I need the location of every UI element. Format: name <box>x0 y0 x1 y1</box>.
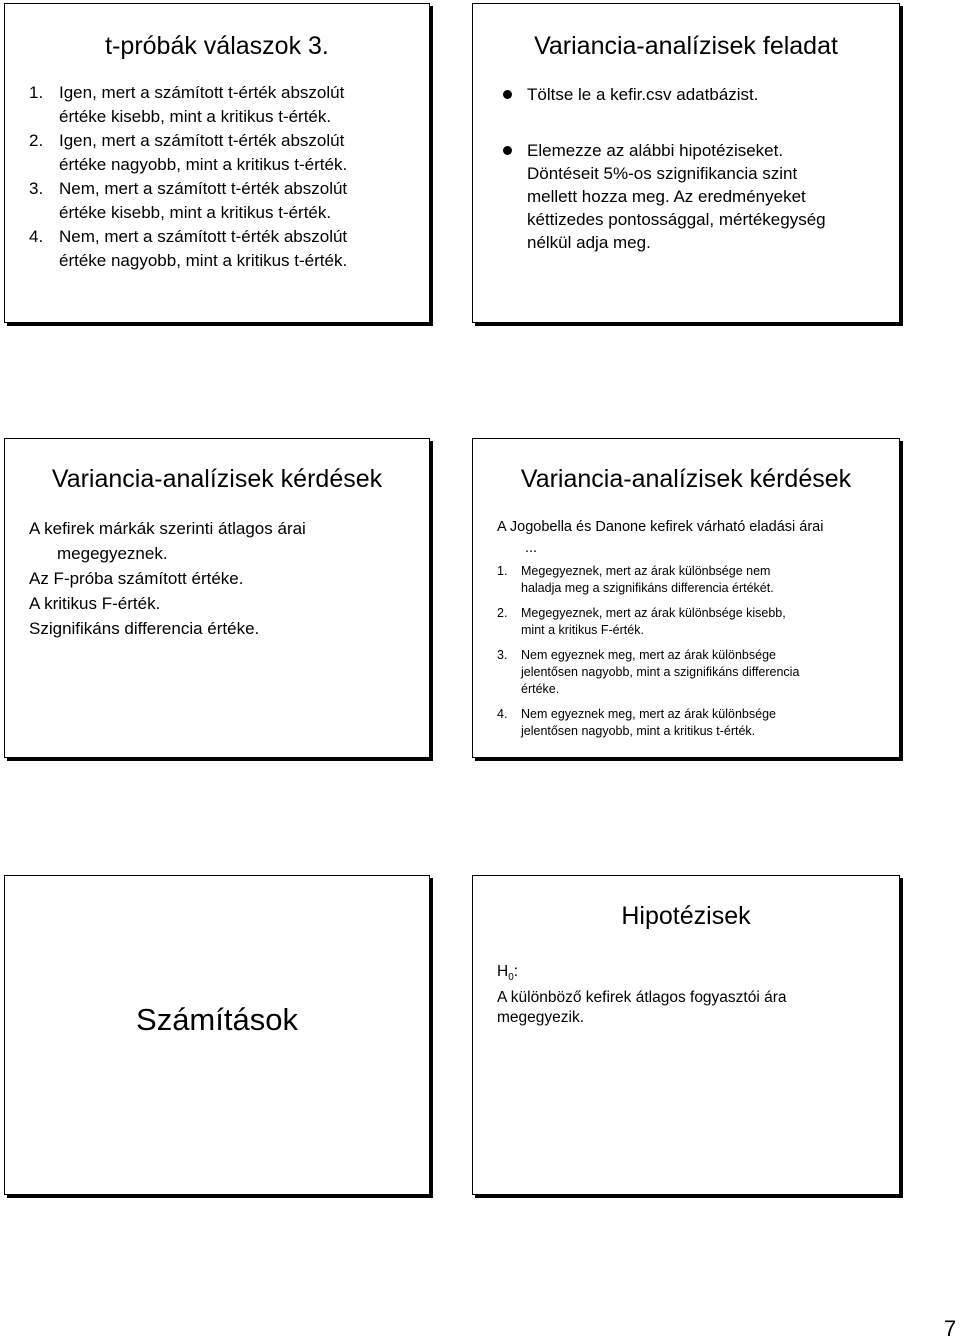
bullet-item <box>497 83 759 106</box>
bullet-dot-icon <box>503 146 512 155</box>
question-line: Az F-próba számított értéke. <box>29 569 244 588</box>
null-hypothesis-label <box>497 962 787 988</box>
slide-variancia-kerdesek-2 <box>472 438 900 758</box>
question-intro <box>497 517 887 559</box>
item-line: Nem egyeznek meg, mert az árak különbsége <box>521 648 776 662</box>
intro-line: ... <box>525 540 538 556</box>
slide-title: Számítások <box>136 1002 298 1037</box>
question-line: A kefirek márkák szerinti átlagos árai megegyeznek. <box>29 519 306 563</box>
slide-title: t-próbák válaszok 3. <box>105 32 329 60</box>
item-line: jelentősen nagyobb, mint a szignifikáns differencia <box>521 665 800 679</box>
slide-title: Hipotézisek <box>621 902 751 930</box>
item-line: értéke kisebb, mint a kritikus t-érték. <box>59 203 332 222</box>
item-number: 3. <box>497 648 508 662</box>
question-list <box>29 516 377 641</box>
hypothesis-line: megegyezik. <box>497 1009 585 1027</box>
slide-hipotezisek <box>472 875 900 1195</box>
item-line: Nem, mert a számított t-érték abszolút <box>59 227 348 246</box>
bullet-line: kéttizedes pontossággal, mértékegység <box>527 210 826 229</box>
item-line: Igen, mert a számított t-érték abszolút <box>59 83 345 102</box>
slide-t-probak-valaszok <box>4 3 430 323</box>
item-line: Igen, mert a számított t-érték abszolút <box>59 131 345 150</box>
bullet-dot-icon <box>503 90 512 99</box>
item-line: értéke nagyobb, mint a kritikus t-érték. <box>59 155 348 174</box>
question-line: A kritikus F-érték. <box>29 594 161 613</box>
page-number: 7 <box>944 1316 957 1341</box>
h-letter: H <box>497 963 509 980</box>
slide-variancia-kerdesek-1 <box>4 438 430 758</box>
item-line: mint a kritikus F-érték. <box>521 623 644 637</box>
item-number: 1. <box>497 564 508 578</box>
slide-szamitasok <box>4 875 430 1195</box>
list-item <box>497 605 887 639</box>
bullet-text: Töltse le a kefir.csv adatbázist. <box>527 85 759 104</box>
question-line: Szignifikáns differencia értéke. <box>29 619 260 638</box>
h-colon: : <box>513 963 519 980</box>
slide-title: Variancia-analízisek kérdések <box>520 465 852 493</box>
list-item <box>29 129 347 177</box>
answer-list <box>29 81 347 273</box>
slide-title: Variancia-analízisek feladat <box>534 32 838 60</box>
list-item <box>497 647 887 698</box>
option-list <box>497 563 887 748</box>
item-number: 4. <box>29 227 44 246</box>
item-line: Nem egyeznek meg, mert az árak különbsége <box>521 707 776 721</box>
item-number: 1. <box>29 83 44 102</box>
item-number: 2. <box>29 131 44 150</box>
list-item <box>29 225 347 273</box>
bullet-line: nélkül adja meg. <box>527 233 651 252</box>
bullet-item <box>497 139 826 254</box>
list-item <box>29 81 347 129</box>
item-line: jelentősen nagyobb, mint a kritikus t-érték. <box>521 724 756 738</box>
slide-variancia-feladat <box>472 3 900 323</box>
list-item <box>497 706 887 740</box>
list-item <box>497 563 887 597</box>
hypothesis-line: A különböző kefirek átlagos fogyasztói ára <box>497 989 787 1007</box>
bullet-line: mellett hozza meg. Az eredményeket <box>527 187 806 206</box>
item-line: Megegyeznek, mert az árak különbsége kisebb, <box>521 606 786 620</box>
bullet-line: Döntéseit 5%-os szignifikancia szint <box>527 164 798 183</box>
hypothesis-block <box>497 962 787 1028</box>
item-line: haladja meg a szignifikáns differencia értékét. <box>521 581 774 595</box>
item-line: Nem, mert a számított t-érték abszolút <box>59 179 348 198</box>
intro-line: A Jogobella és Danone kefirek várható eladási árai <box>497 519 824 535</box>
item-number: 2. <box>497 606 508 620</box>
h-subscript: 0 <box>508 972 514 984</box>
list-item <box>29 177 347 225</box>
bullet-line: Elemezze az alábbi hipotéziseket. <box>527 141 784 160</box>
item-number: 3. <box>29 179 44 198</box>
item-number: 4. <box>497 707 508 721</box>
item-line: értéke kisebb, mint a kritikus t-érték. <box>59 107 332 126</box>
slide-title: Variancia-analízisek kérdések <box>51 465 383 493</box>
item-line: Megegyeznek, mert az árak különbsége nem <box>521 564 771 578</box>
item-line: értéke nagyobb, mint a kritikus t-érték. <box>59 251 348 270</box>
item-line: értéke. <box>521 682 560 696</box>
